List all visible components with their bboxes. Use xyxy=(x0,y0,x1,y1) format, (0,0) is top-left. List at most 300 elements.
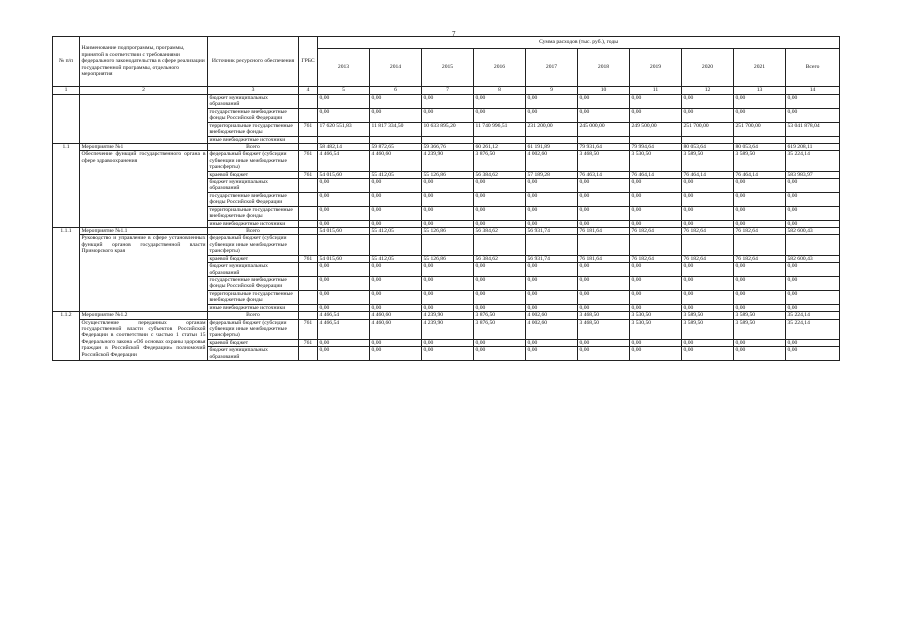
amount-cell: 4 239,90 xyxy=(422,151,474,171)
amount-cell: 0,00 xyxy=(734,304,786,311)
amount-cell: 76 464,14 xyxy=(630,171,682,178)
amount-cell: 3 468,50 xyxy=(578,319,630,339)
amount-cell: 0,00 xyxy=(734,339,786,346)
amount-cell: 0,00 xyxy=(526,179,578,193)
amount-cell: 53 041 878,04 xyxy=(786,122,840,136)
total-value: 3 589,50 xyxy=(734,312,786,319)
amount-cell: 0,00 xyxy=(318,192,370,206)
amount-cell: 0,00 xyxy=(318,220,370,227)
amount-cell: 0,00 xyxy=(630,347,682,361)
grbs-cell xyxy=(299,143,318,150)
amount-cell: 0,00 xyxy=(318,108,370,122)
amount-cell: 0,00 xyxy=(786,263,840,277)
total-value: 79 931,64 xyxy=(578,143,630,150)
grbs-cell xyxy=(299,95,318,109)
column-index: 10 xyxy=(578,87,630,95)
amount-cell: 56 931,74 xyxy=(526,255,578,262)
grbs-cell xyxy=(299,220,318,227)
amount-cell: 11 740 996,51 xyxy=(474,122,526,136)
header-year: Всего xyxy=(786,49,840,87)
amount-cell: 0,00 xyxy=(786,304,840,311)
column-index: 4 xyxy=(299,87,318,95)
amount-cell: 0,00 xyxy=(630,304,682,311)
amount-cell: 0,00 xyxy=(474,347,526,361)
amount-cell: 0,00 xyxy=(786,220,840,227)
amount-cell: 0,00 xyxy=(422,192,474,206)
header-year: 2013 xyxy=(318,49,370,87)
amount-cell xyxy=(474,235,526,255)
amount-cell: 0,00 xyxy=(734,347,786,361)
amount-cell: 4 002,60 xyxy=(526,319,578,339)
amount-cell: 57 189,28 xyxy=(526,171,578,178)
amount-cell xyxy=(786,136,840,143)
amount-cell: 0,00 xyxy=(422,290,474,304)
grbs-cell xyxy=(299,347,318,361)
column-index: 12 xyxy=(682,87,734,95)
source-row xyxy=(53,95,840,109)
amount-cell: 55 126,86 xyxy=(422,171,474,178)
amount-cell: 0,00 xyxy=(422,108,474,122)
amount-cell: 0,00 xyxy=(526,347,578,361)
item-number: 1.1 xyxy=(53,143,80,227)
amount-cell: 76 182,64 xyxy=(734,255,786,262)
amount-cell: 0,00 xyxy=(370,220,422,227)
column-index: 14 xyxy=(786,87,840,95)
amount-cell: 0,00 xyxy=(474,108,526,122)
total-label: Всего xyxy=(208,312,299,319)
funding-source: бюджет муниципальных образований xyxy=(208,347,299,361)
amount-cell: 0,00 xyxy=(318,339,370,346)
amount-cell: 76 464,14 xyxy=(734,171,786,178)
amount-cell xyxy=(422,136,474,143)
amount-cell: 0,00 xyxy=(578,192,630,206)
amount-cell: 582 600,43 xyxy=(786,255,840,262)
grbs-cell xyxy=(299,304,318,311)
amount-cell: 0,00 xyxy=(474,206,526,220)
amount-cell: 0,00 xyxy=(786,276,840,290)
amount-cell: 0,00 xyxy=(578,263,630,277)
amount-cell: 245 000,00 xyxy=(578,122,630,136)
amount-cell: 11 817 334,50 xyxy=(370,122,422,136)
amount-cell: 0,00 xyxy=(786,206,840,220)
total-value: 582 600,43 xyxy=(786,228,840,235)
grbs-cell xyxy=(299,312,318,319)
amount-cell: 0,00 xyxy=(370,290,422,304)
amount-cell: 0,00 xyxy=(682,347,734,361)
total-row xyxy=(53,312,840,319)
funding-source: государственные внебюджетные фонды Российской Федерации xyxy=(208,192,299,206)
amount-cell: 54 015,60 xyxy=(318,255,370,262)
amount-cell: 0,00 xyxy=(370,192,422,206)
amount-cell: 0,00 xyxy=(474,179,526,193)
amount-cell: 0,00 xyxy=(578,179,630,193)
amount-cell: 0,00 xyxy=(630,206,682,220)
amount-cell: 0,00 xyxy=(578,108,630,122)
amount-cell: 0,00 xyxy=(734,179,786,193)
amount-cell: 0,00 xyxy=(526,95,578,109)
total-value: 55 412,05 xyxy=(370,228,422,235)
header-year: 2017 xyxy=(526,49,578,87)
total-value: 3 530,50 xyxy=(630,312,682,319)
amount-cell: 0,00 xyxy=(474,339,526,346)
amount-cell: 4 239,90 xyxy=(422,319,474,339)
amount-cell: 76 182,64 xyxy=(682,255,734,262)
amount-cell: 0,00 xyxy=(682,108,734,122)
amount-cell: 0,00 xyxy=(578,95,630,109)
amount-cell: 0,00 xyxy=(630,95,682,109)
amount-cell: 0,00 xyxy=(526,339,578,346)
funding-source: иные внебюджетные источники xyxy=(208,304,299,311)
total-value: 54 015,60 xyxy=(318,228,370,235)
amount-cell: 0,00 xyxy=(786,179,840,193)
funding-source: федеральный бюджет (субсидии субвенции иные межбюджетные трансферты) xyxy=(208,151,299,171)
amount-cell: 3 589,50 xyxy=(682,151,734,171)
total-value: 79 994,64 xyxy=(630,143,682,150)
amount-cell: 0,00 xyxy=(318,276,370,290)
amount-cell xyxy=(370,136,422,143)
amount-cell: 0,00 xyxy=(422,220,474,227)
amount-cell: 76 181,64 xyxy=(578,255,630,262)
amount-cell: 4 466,54 xyxy=(318,151,370,171)
item-name: Мероприятие №1 xyxy=(80,143,208,150)
header-year: 2015 xyxy=(422,49,474,87)
header-name: Наименование подпрограммы, программы, принятой в соответствии с требованиями федерального законодательства в сфере реализации государственной программы, отдельного мероприятия xyxy=(80,37,208,87)
funding-source: территориальные государственные внебюджетные фонды xyxy=(208,122,299,136)
grbs-cell: 761 xyxy=(299,339,318,346)
source-row xyxy=(53,319,840,339)
funding-source: краевой бюджет xyxy=(208,171,299,178)
amount-cell: 3 530,50 xyxy=(630,151,682,171)
column-index: 2 xyxy=(80,87,208,95)
amount-cell: 0,00 xyxy=(630,192,682,206)
amount-cell: 249 500,00 xyxy=(630,122,682,136)
amount-cell: 0,00 xyxy=(786,347,840,361)
amount-cell xyxy=(526,136,578,143)
amount-cell: 0,00 xyxy=(318,290,370,304)
amount-cell: 0,00 xyxy=(734,276,786,290)
header-source: Источник ресурсного обеспечения xyxy=(208,37,299,87)
amount-cell: 0,00 xyxy=(422,347,474,361)
amount-cell: 0,00 xyxy=(734,95,786,109)
amount-cell: 251 700,00 xyxy=(682,122,734,136)
column-index: 1 xyxy=(53,87,80,95)
header-sum: Сумма расходов (тыс. руб.), годы xyxy=(318,37,840,49)
total-value: 3 589,50 xyxy=(682,312,734,319)
grbs-cell: 761 xyxy=(299,122,318,136)
total-value: 4 466,54 xyxy=(318,312,370,319)
header-year: 2018 xyxy=(578,49,630,87)
amount-cell: 0,00 xyxy=(526,276,578,290)
amount-cell: 35 224,14 xyxy=(786,151,840,171)
amount-cell: 0,00 xyxy=(630,276,682,290)
funding-source: федеральный бюджет (субсидии субвенции иные межбюджетные трансферты) xyxy=(208,235,299,255)
header-year: 2020 xyxy=(682,49,734,87)
amount-cell xyxy=(526,235,578,255)
amount-cell: 76 182,64 xyxy=(630,255,682,262)
source-row xyxy=(53,235,840,255)
amount-cell: 56 384,62 xyxy=(474,255,526,262)
amount-cell: 0,00 xyxy=(370,263,422,277)
amount-cell: 4 460,60 xyxy=(370,319,422,339)
grbs-cell: 761 xyxy=(299,151,318,171)
amount-cell: 0,00 xyxy=(526,263,578,277)
column-index: 11 xyxy=(630,87,682,95)
amount-cell: 76 463,14 xyxy=(578,171,630,178)
amount-cell xyxy=(318,136,370,143)
amount-cell: 0,00 xyxy=(318,304,370,311)
total-row xyxy=(53,143,840,150)
amount-cell xyxy=(370,235,422,255)
amount-cell: 0,00 xyxy=(474,95,526,109)
amount-cell: 0,00 xyxy=(526,206,578,220)
funding-source: иные внебюджетные источники xyxy=(208,136,299,143)
amount-cell: 0,00 xyxy=(734,192,786,206)
funding-source: бюджет муниципальных образований xyxy=(208,263,299,277)
amount-cell: 0,00 xyxy=(682,220,734,227)
page-number: 7 xyxy=(452,30,456,38)
header-year: 2016 xyxy=(474,49,526,87)
amount-cell: 0,00 xyxy=(318,263,370,277)
amount-cell: 3 589,50 xyxy=(682,319,734,339)
total-value: 76 182,64 xyxy=(682,228,734,235)
funding-source: государственные внебюджетные фонды Российской Федерации xyxy=(208,276,299,290)
item-number xyxy=(53,95,80,144)
amount-cell: 0,00 xyxy=(578,290,630,304)
funding-source: краевой бюджет xyxy=(208,255,299,262)
amount-cell: 3 589,50 xyxy=(734,151,786,171)
amount-cell: 4 460,60 xyxy=(370,151,422,171)
amount-cell: 4 002,60 xyxy=(526,151,578,171)
amount-cell: 0,00 xyxy=(422,179,474,193)
item-number: 1.1.2 xyxy=(53,312,80,361)
amount-cell xyxy=(474,136,526,143)
amount-cell: 0,00 xyxy=(682,192,734,206)
amount-cell: 0,00 xyxy=(474,263,526,277)
amount-cell: 0,00 xyxy=(734,108,786,122)
amount-cell: 0,00 xyxy=(630,290,682,304)
column-index: 13 xyxy=(734,87,786,95)
funding-source: бюджет муниципальных образований xyxy=(208,95,299,109)
amount-cell: 76 464,14 xyxy=(682,171,734,178)
amount-cell: 0,00 xyxy=(474,276,526,290)
amount-cell: 0,00 xyxy=(370,179,422,193)
amount-cell: 0,00 xyxy=(526,290,578,304)
amount-cell: 0,00 xyxy=(630,220,682,227)
grbs-cell xyxy=(299,192,318,206)
funding-source: территориальные государственные внебюджетные фонды xyxy=(208,206,299,220)
amount-cell: 0,00 xyxy=(422,206,474,220)
amount-cell: 0,00 xyxy=(526,192,578,206)
amount-cell: 0,00 xyxy=(422,95,474,109)
amount-cell: 0,00 xyxy=(734,220,786,227)
amount-cell: 0,00 xyxy=(526,220,578,227)
funding-source: краевой бюджет xyxy=(208,339,299,346)
amount-cell xyxy=(578,136,630,143)
amount-cell: 0,00 xyxy=(682,290,734,304)
column-index: 8 xyxy=(474,87,526,95)
amount-cell: 0,00 xyxy=(682,206,734,220)
amount-cell xyxy=(734,235,786,255)
amount-cell: 3 530,50 xyxy=(630,319,682,339)
item-description xyxy=(80,95,208,144)
funding-source: территориальные государственные внебюджетные фонды xyxy=(208,290,299,304)
total-value: 80 053,64 xyxy=(682,143,734,150)
total-label: Всего xyxy=(208,228,299,235)
total-value: 59 366,76 xyxy=(422,143,474,150)
header-num: № п/п xyxy=(53,37,80,87)
amount-cell: 0,00 xyxy=(370,95,422,109)
amount-cell: 0,00 xyxy=(370,108,422,122)
item-number: 1.1.1 xyxy=(53,228,80,312)
header-year: 2014 xyxy=(370,49,422,87)
total-value: 3 468,50 xyxy=(578,312,630,319)
amount-cell: 0,00 xyxy=(370,339,422,346)
amount-cell: 0,00 xyxy=(526,304,578,311)
column-index: 7 xyxy=(422,87,474,95)
amount-cell: 0,00 xyxy=(682,304,734,311)
amount-cell: 55 412,05 xyxy=(370,171,422,178)
total-value: 4 002,60 xyxy=(526,312,578,319)
header-year: 2021 xyxy=(734,49,786,87)
amount-cell: 0,00 xyxy=(578,276,630,290)
amount-cell: 0,00 xyxy=(682,95,734,109)
amount-cell: 0,00 xyxy=(786,290,840,304)
amount-cell: 0,00 xyxy=(370,276,422,290)
total-value: 619 208,11 xyxy=(786,143,840,150)
amount-cell: 0,00 xyxy=(682,276,734,290)
amount-cell: 3 468,50 xyxy=(578,151,630,171)
amount-cell: 17 620 551,83 xyxy=(318,122,370,136)
amount-cell: 0,00 xyxy=(422,276,474,290)
grbs-cell xyxy=(299,179,318,193)
amount-cell xyxy=(318,235,370,255)
total-row xyxy=(53,228,840,235)
column-index: 3 xyxy=(208,87,299,95)
amount-cell: 0,00 xyxy=(734,290,786,304)
amount-cell: 0,00 xyxy=(578,339,630,346)
amount-cell: 0,00 xyxy=(526,108,578,122)
total-value: 61 191,89 xyxy=(526,143,578,150)
total-value: 55 126,86 xyxy=(422,228,474,235)
total-value: 35 224,14 xyxy=(786,312,840,319)
amount-cell: 0,00 xyxy=(734,263,786,277)
total-value: 76 181,64 xyxy=(578,228,630,235)
amount-cell xyxy=(578,235,630,255)
amount-cell: 3 589,50 xyxy=(734,319,786,339)
amount-cell: 0,00 xyxy=(630,108,682,122)
item-description: Руководство и управление в сфере установленных функций органов государственной власти Приморского края xyxy=(80,235,208,312)
column-index: 6 xyxy=(370,87,422,95)
amount-cell: 0,00 xyxy=(370,304,422,311)
total-value: 59 872,65 xyxy=(370,143,422,150)
amount-cell: 231 200,00 xyxy=(526,122,578,136)
amount-cell: 0,00 xyxy=(318,206,370,220)
grbs-cell xyxy=(299,206,318,220)
amount-cell: 0,00 xyxy=(422,304,474,311)
item-description: Осуществление переданных органам государственной власти субъектов Российской Федерации в соответствии с частью 1 статьи 15 Федерального закона «Об основах охраны здоровья граждан в Российской Федерации» полномочий Российской Федерации xyxy=(80,319,208,361)
amount-cell: 0,00 xyxy=(682,179,734,193)
total-value: 3 876,50 xyxy=(474,312,526,319)
header-year: 2019 xyxy=(630,49,682,87)
amount-cell: 0,00 xyxy=(318,95,370,109)
item-name: Мероприятие №1.2 xyxy=(80,312,208,319)
amount-cell: 0,00 xyxy=(682,339,734,346)
amount-cell: 0,00 xyxy=(786,192,840,206)
amount-cell xyxy=(734,136,786,143)
amount-cell: 0,00 xyxy=(370,347,422,361)
amount-cell: 55 126,86 xyxy=(422,255,474,262)
item-name: Мероприятие №1.1 xyxy=(80,228,208,235)
amount-cell: 0,00 xyxy=(318,347,370,361)
funding-source: иные внебюджетные источники xyxy=(208,220,299,227)
grbs-cell xyxy=(299,235,318,255)
amount-cell xyxy=(682,235,734,255)
amount-cell: 0,00 xyxy=(474,304,526,311)
amount-cell: 0,00 xyxy=(318,179,370,193)
total-label: Всего xyxy=(208,143,299,150)
amount-cell xyxy=(422,235,474,255)
grbs-cell xyxy=(299,263,318,277)
budget-table xyxy=(52,36,840,361)
amount-cell: 251 700,00 xyxy=(734,122,786,136)
amount-cell: 54 015,60 xyxy=(318,171,370,178)
amount-cell: 0,00 xyxy=(734,206,786,220)
item-description: Обеспечение функций государственного органа в сфере здравоохранения xyxy=(80,151,208,228)
grbs-cell: 761 xyxy=(299,171,318,178)
amount-cell xyxy=(630,235,682,255)
total-value: 76 182,64 xyxy=(734,228,786,235)
total-value: 56 384,62 xyxy=(474,228,526,235)
amount-cell: 0,00 xyxy=(630,339,682,346)
total-value: 58 482,14 xyxy=(318,143,370,150)
grbs-cell xyxy=(299,228,318,235)
grbs-cell xyxy=(299,108,318,122)
amount-cell: 0,00 xyxy=(786,95,840,109)
grbs-cell: 761 xyxy=(299,319,318,339)
amount-cell: 0,00 xyxy=(786,108,840,122)
amount-cell: 0,00 xyxy=(630,179,682,193)
amount-cell: 3 876,50 xyxy=(474,319,526,339)
amount-cell: 0,00 xyxy=(474,192,526,206)
amount-cell xyxy=(786,235,840,255)
amount-cell: 0,00 xyxy=(786,339,840,346)
amount-cell xyxy=(630,136,682,143)
column-index: 5 xyxy=(318,87,370,95)
header-grbs: ГРБС xyxy=(299,37,318,87)
amount-cell: 10 633 895,20 xyxy=(422,122,474,136)
funding-source: бюджет муниципальных образований xyxy=(208,179,299,193)
grbs-cell xyxy=(299,136,318,143)
funding-source: федеральный бюджет (субсидии субвенции иные межбюджетные трансферты) xyxy=(208,319,299,339)
amount-cell: 0,00 xyxy=(578,206,630,220)
source-row xyxy=(53,151,840,171)
amount-cell: 0,00 xyxy=(422,263,474,277)
amount-cell: 0,00 xyxy=(578,304,630,311)
amount-cell: 55 412,05 xyxy=(370,255,422,262)
total-value: 76 182,64 xyxy=(630,228,682,235)
amount-cell: 3 876,50 xyxy=(474,151,526,171)
amount-cell: 0,00 xyxy=(630,263,682,277)
amount-cell xyxy=(682,136,734,143)
grbs-cell: 761 xyxy=(299,255,318,262)
total-value: 4 239,90 xyxy=(422,312,474,319)
amount-cell: 0,00 xyxy=(578,220,630,227)
amount-cell: 4 466,54 xyxy=(318,319,370,339)
amount-cell: 0,00 xyxy=(474,290,526,304)
total-value: 80 053,64 xyxy=(734,143,786,150)
amount-cell: 35 224,14 xyxy=(786,319,840,339)
amount-cell: 0,00 xyxy=(682,263,734,277)
